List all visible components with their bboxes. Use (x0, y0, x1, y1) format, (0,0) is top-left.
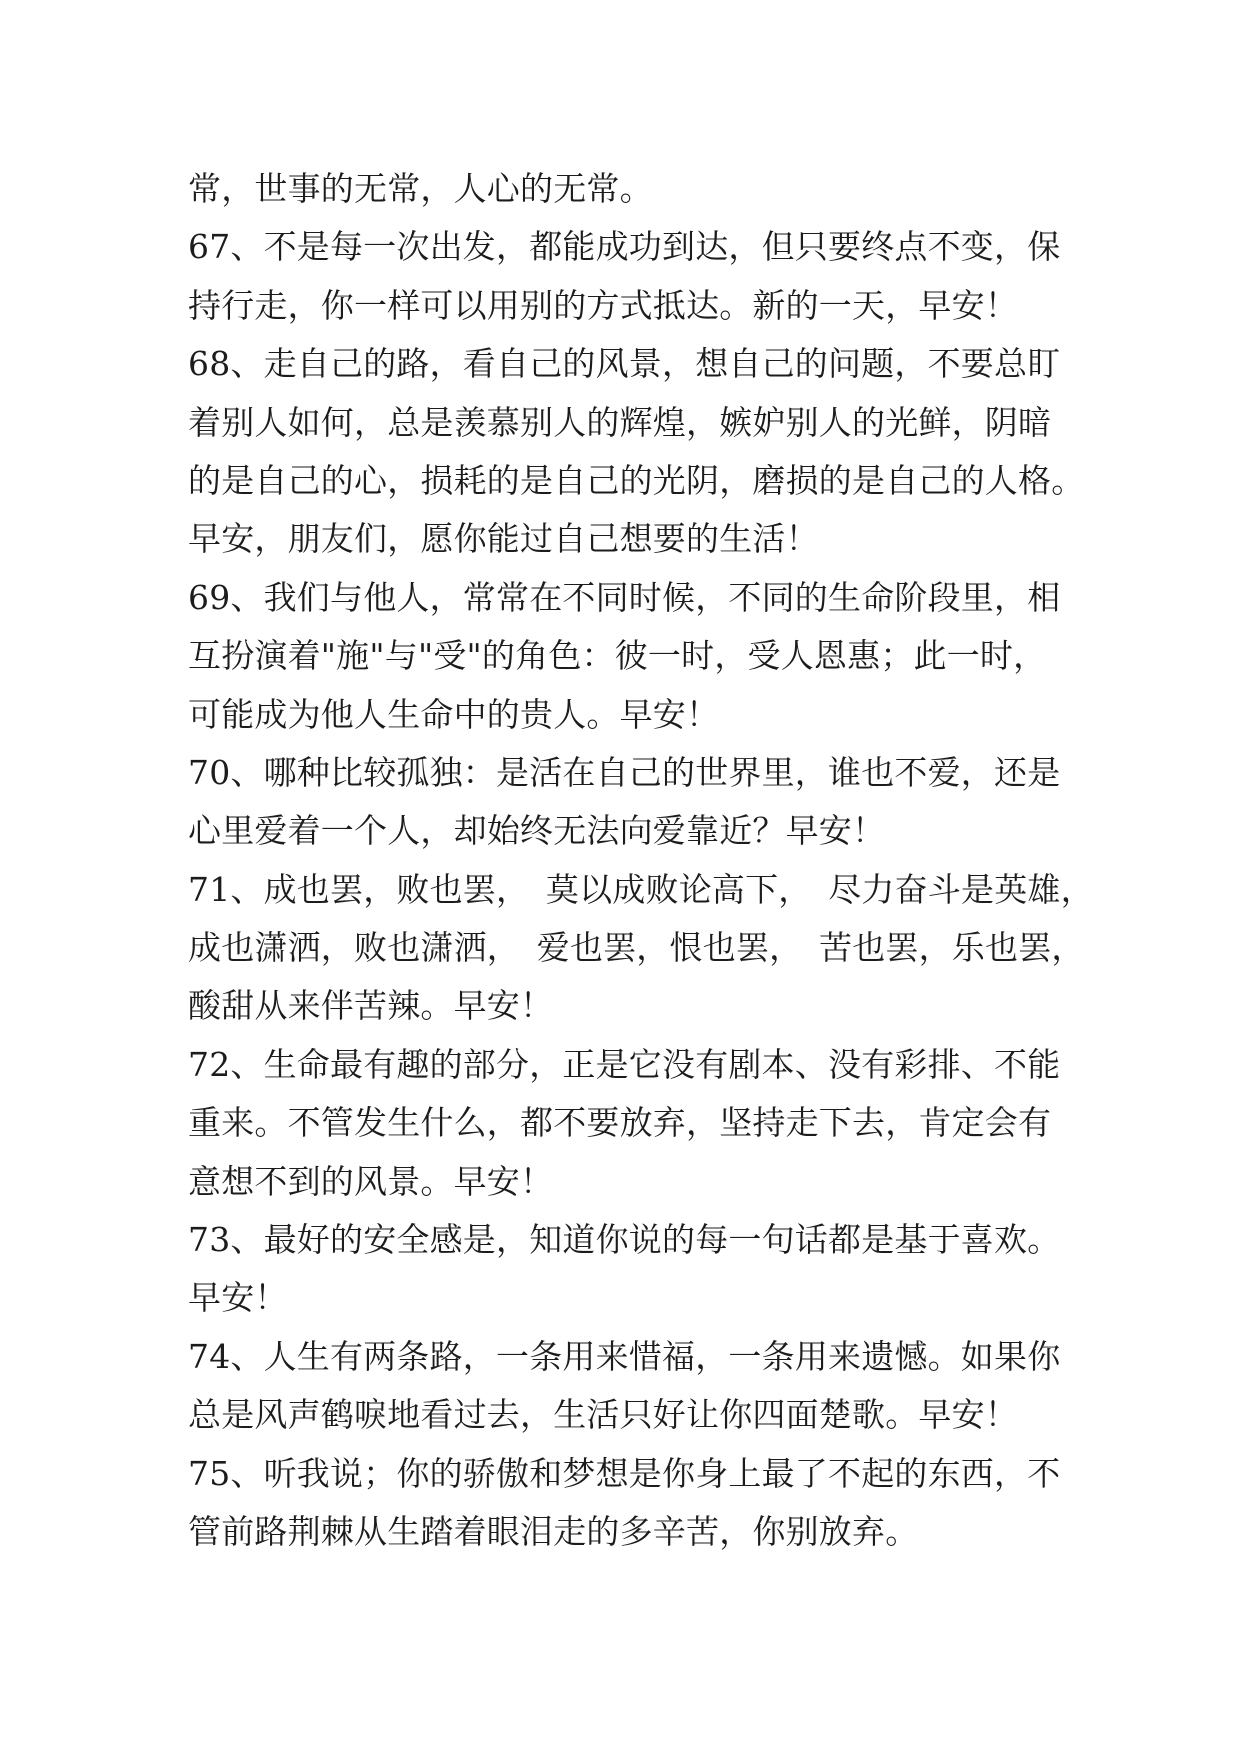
text-line: 总是风声鹤唳地看过去，生活只好让你四面楚歌。早安！ (188, 1395, 1018, 1435)
text-line: 持行走，你一样可以用别的方式抵达。新的一天，早安！ (188, 285, 1018, 325)
text-line: 可能成为他人生命中的贵人。早安！ (188, 694, 720, 734)
text-line: 74、人生有两条路，一条用来惜福，一条用来遗憾。如果你 (188, 1336, 1061, 1376)
text-line: 重来。不管发生什么，都不要放弃，坚持走下去，肯定会有 (188, 1103, 1052, 1143)
text-line: 管前路荆棘从生踏着眼泪走的多辛苦，你别放弃。 (188, 1511, 919, 1551)
text-line: 心里爱着一个人，却始终无法向爱靠近？早安！ (188, 811, 886, 851)
text-line: 常，世事的无常，人心的无常。 (188, 169, 653, 208)
text-line: 72、生命最有趣的部分，正是它没有剧本、没有彩排、不能 (188, 1044, 1061, 1084)
text-line: 68、走自己的路，看自己的风景，想自己的问题，不要总盯 (188, 344, 1061, 384)
text-line: 酸甜从来伴苦辣。早安！ (188, 986, 554, 1026)
text-line: 着别人如何，总是羡慕别人的辉煌，嫉妒别人的光鲜，阴暗 (188, 402, 1052, 442)
text-line: 73、最好的安全感是，知道你说的每一句话都是基于喜欢。 (188, 1220, 1061, 1260)
text-line: 70、哪种比较孤独：是活在自己的世界里，谁也不爱，还是 (188, 752, 1061, 792)
text-line: 75、听我说；你的骄傲和梦想是你身上最了不起的东西，不 (188, 1453, 1061, 1493)
text-line: 意想不到的风景。早安！ (188, 1161, 554, 1201)
text-line: 67、不是每一次出发，都能成功到达，但只要终点不变，保 (188, 227, 1061, 267)
text-line: 成也潇洒，败也潇洒， 爱也罢，恨也罢， 苦也罢，乐也罢， (188, 928, 1085, 968)
text-line: 69、我们与他人，常常在不同时候，不同的生命阶段里，相 (188, 577, 1061, 617)
text-line: 互扮演着"施"与"受"的角色：彼一时，受人恩惠；此一时， (188, 636, 1047, 676)
text-line: 71、成也罢，败也罢， 莫以成败论高下， 尽力奋斗是英雄， (188, 869, 1094, 909)
body-text (188, 160, 1094, 1561)
text-line: 早安！ (188, 1278, 288, 1318)
text-line: 的是自己的心，损耗的是自己的光阴，磨损的是自己的人格。 (188, 460, 1085, 500)
text-line: 早安，朋友们，愿你能过自己想要的生活！ (188, 519, 819, 559)
